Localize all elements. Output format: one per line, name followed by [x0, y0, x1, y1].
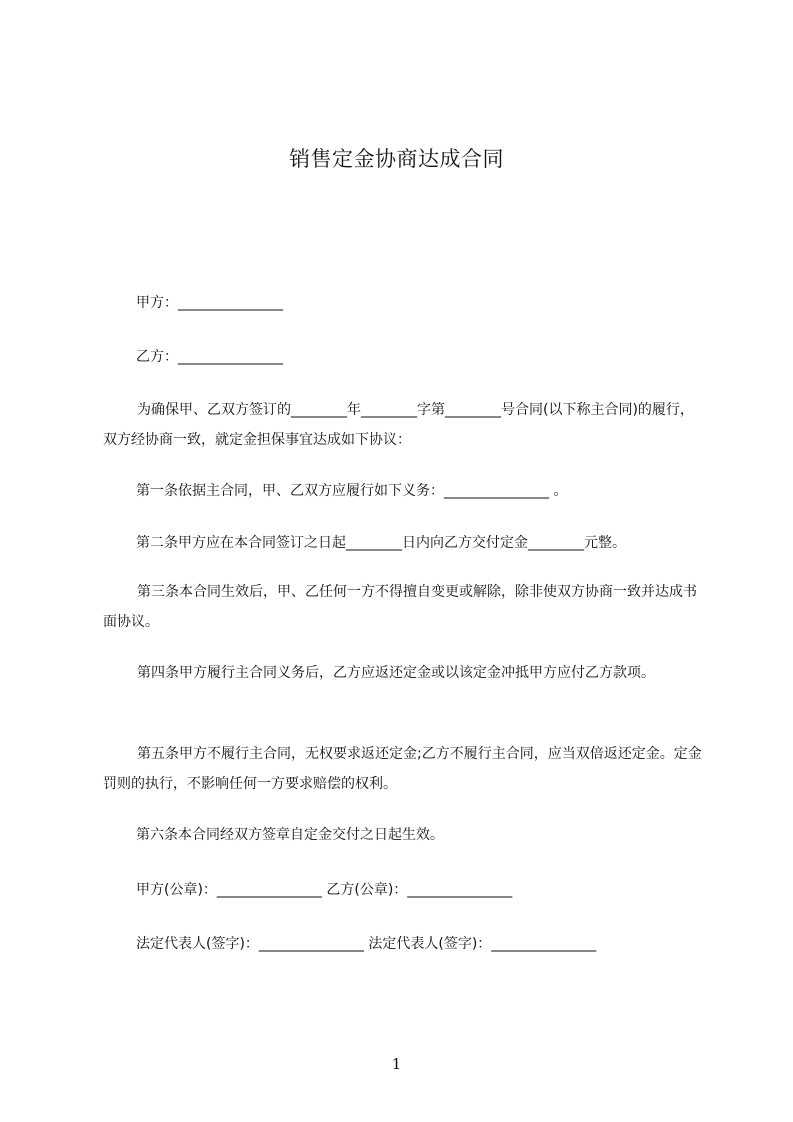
signature-line: 法定代表人(签字)：_______________ 法定代表人(签字)：_______________: [136, 936, 597, 952]
article-5: 第五条甲方不履行主合同，无权要求返还定金;乙方不履行主合同，应当双倍返还定金。定金罚则的执行，不影响任何一方要求赔偿的权利。: [103, 746, 702, 792]
party-a-line: 甲方：_______________: [136, 295, 283, 311]
article-2: 第二条甲方应在本合同签订之日起________日内向乙方交付定金________元整。: [136, 535, 626, 551]
seal-line: 甲方(公章)：_______________ 乙方(公章)：_______________: [136, 882, 513, 898]
page-number: 1: [391, 1055, 402, 1073]
intro-paragraph: 为确保甲、乙双方签订的________年________字第________号合同(以下称主合同)的履行，双方经协商一致，就定金担保事宜达成如下协议：: [103, 402, 694, 448]
party-b-line: 乙方：_______________: [136, 349, 283, 365]
article-4: 第四条甲方履行主合同义务后，乙方应返还定金或以该定金冲抵甲方应付乙方款项。: [137, 665, 655, 681]
article-1: 第一条依据主合同，甲、乙双方应履行如下义务：_______________ 。: [136, 483, 568, 499]
article-3: 第三条本合同生效后，甲、乙任何一方不得擅自变更或解除，除非使双方协商一致并达成书面协议。: [103, 584, 697, 630]
article-6: 第六条本合同经双方签章自定金交付之日起生效。: [136, 827, 444, 843]
document-title: 销售定金协商达成合同: [289, 147, 504, 171]
